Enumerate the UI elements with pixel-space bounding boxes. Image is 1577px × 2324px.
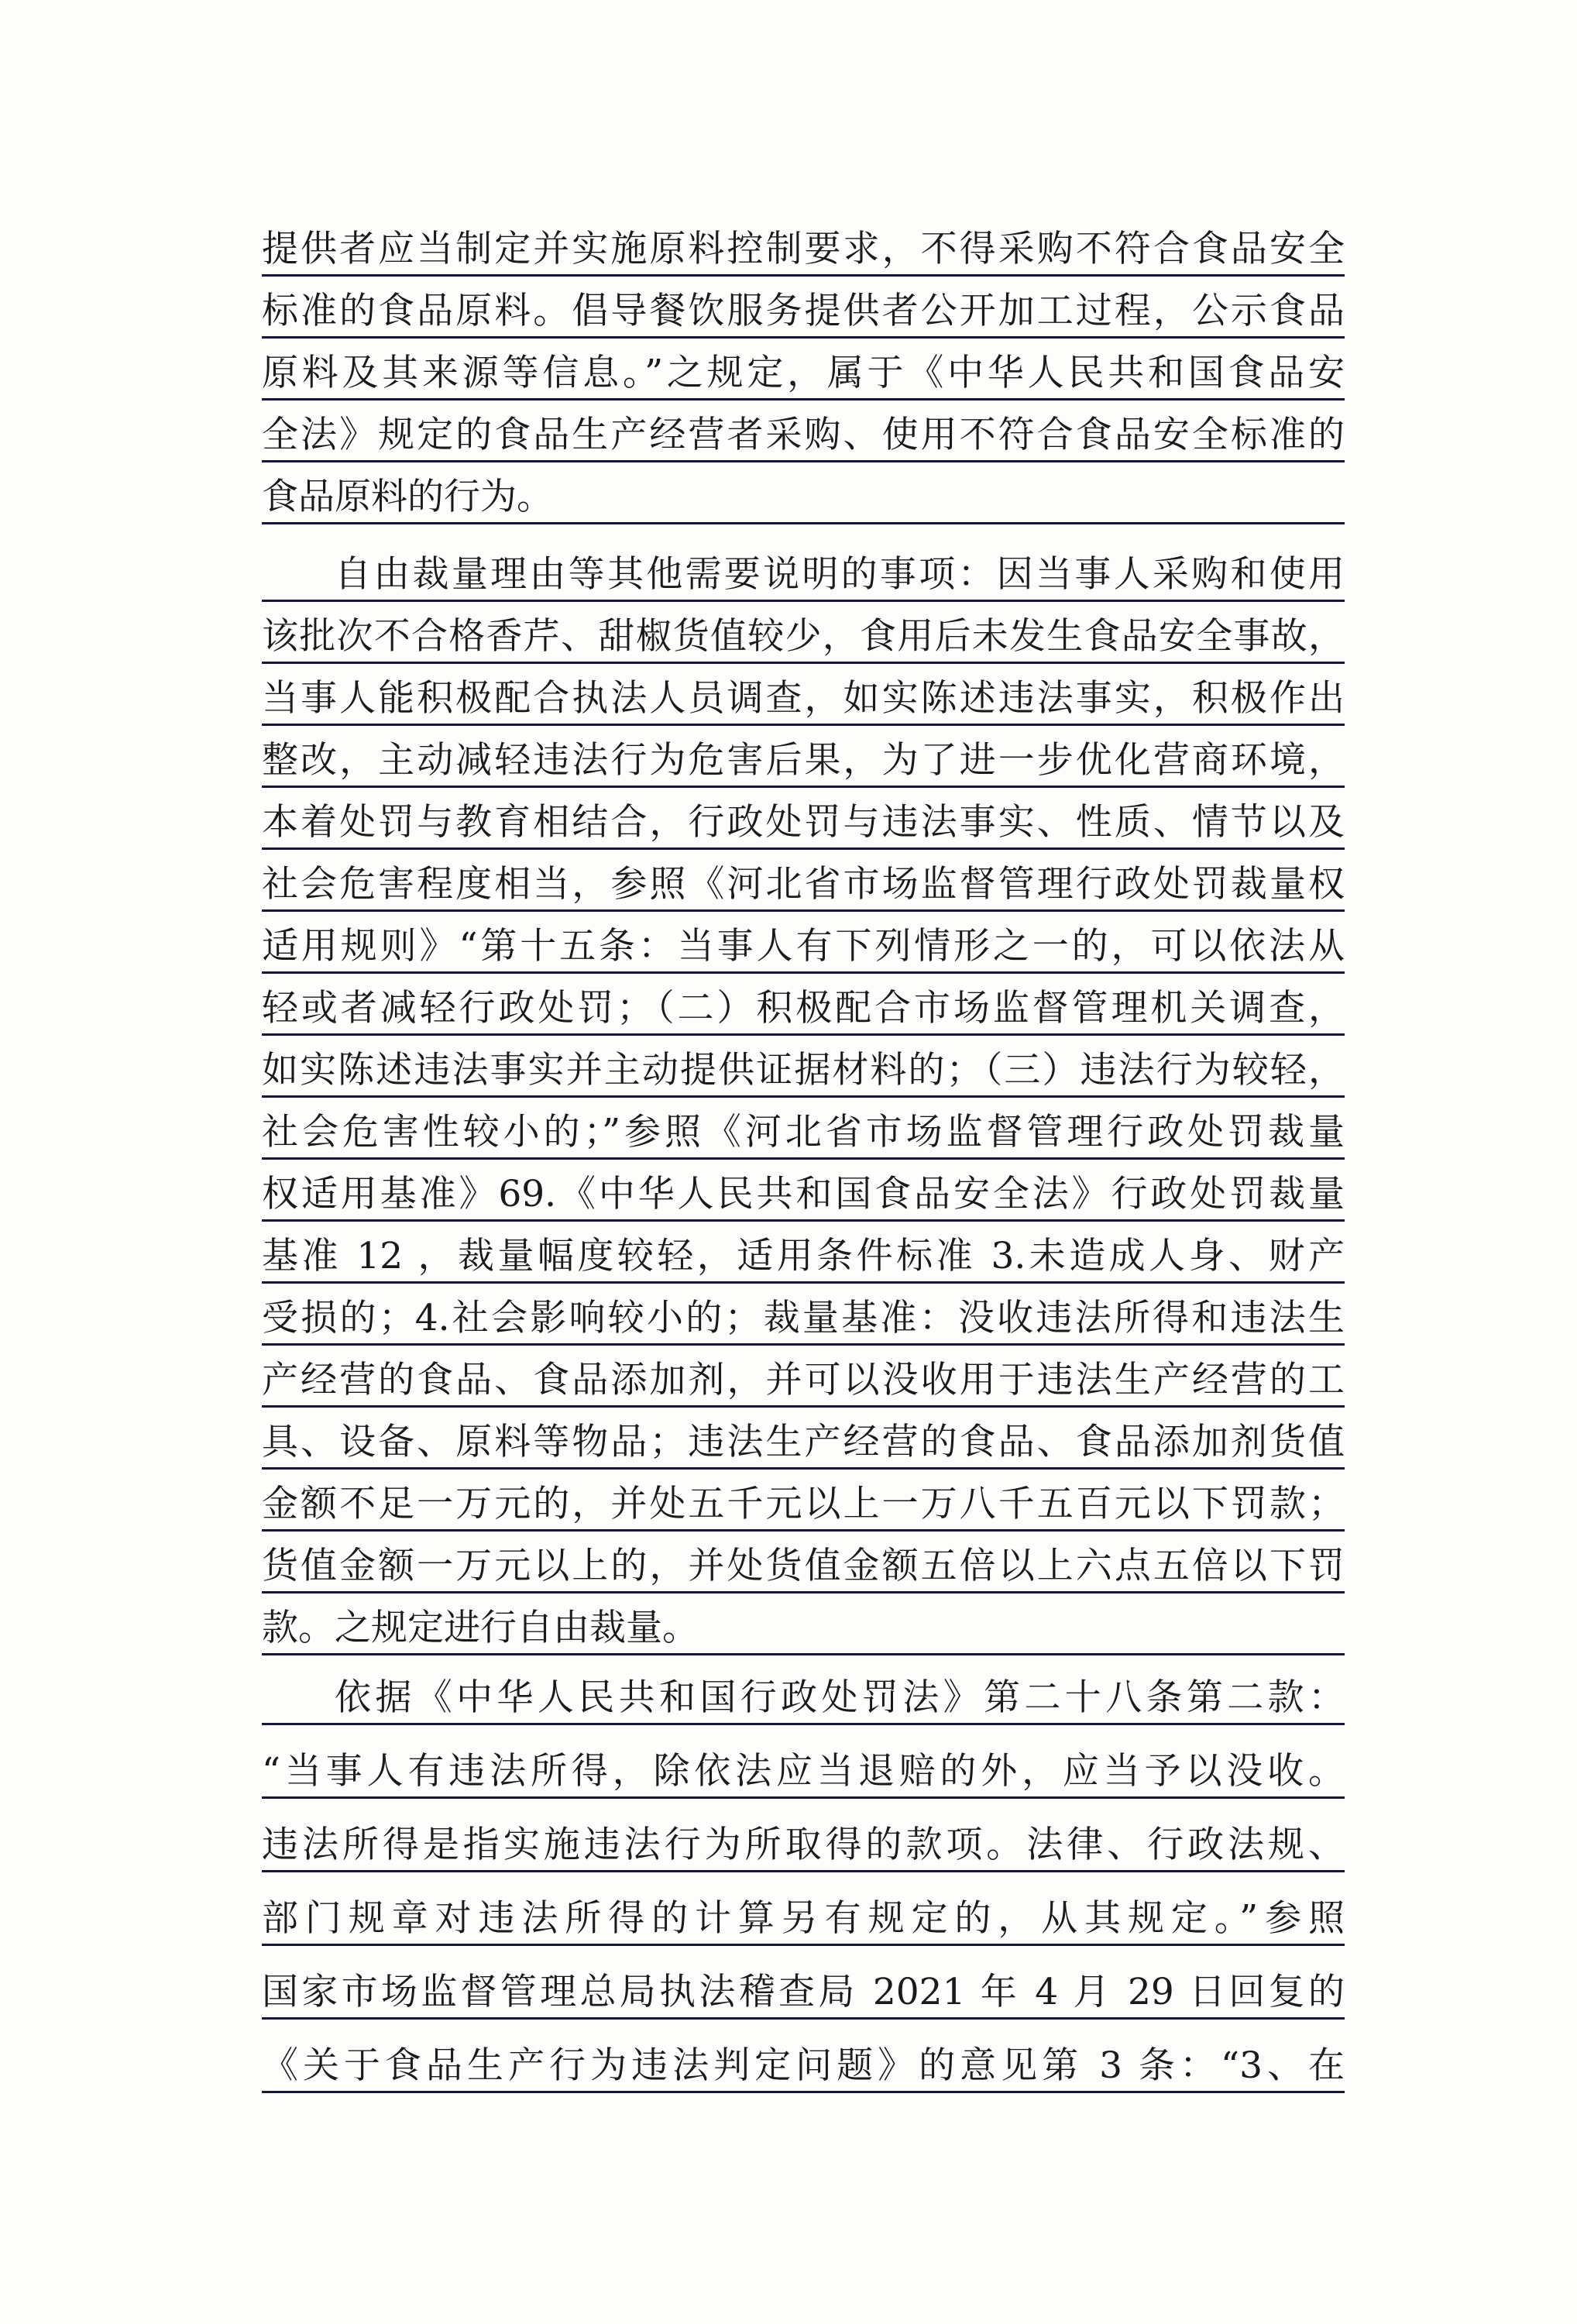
text-line: 自由裁量理由等其他需要说明的事项：因当事人采购和使用 — [262, 552, 1345, 602]
text-line: 标准的食品原料。倡导餐饮服务提供者公开加工过程，公示食品 — [262, 288, 1345, 339]
text-line: 国家市场监督管理总局执法稽查局 2021 年 4 月 29 日回复的 — [262, 1969, 1345, 2020]
text-line: 具、设备、原料等物品；违法生产经营的食品、食品添加剂货值 — [262, 1419, 1345, 1470]
text-line: 该批次不合格香芹、甜椒货值较少，食用后未发生食品安全事故， — [262, 614, 1345, 664]
text-line: 食品原料的行为。 — [262, 474, 1345, 524]
text-line: 违法所得是指实施违法行为所取得的款项。法律、行政法规、 — [262, 1822, 1345, 1872]
text-line: 货值金额一万元以上的，并处货值金额五倍以上六点五倍以下罚 — [262, 1543, 1345, 1593]
text-line: 原料及其来源等信息。”之规定，属于《中华人民共和国食品安 — [262, 350, 1345, 401]
text-line: 依据《中华人民共和国行政处罚法》第二十八条第二款： — [262, 1675, 1345, 1725]
text-line: 部门规章对违法所得的计算另有规定的，从其规定。”参照 — [262, 1896, 1345, 1946]
text-line: “当事人有违法所得，除依法应当退赔的外，应当予以没收。 — [262, 1748, 1345, 1799]
text-line: 适用规则》“第十五条：当事人有下列情形之一的，可以依法从 — [262, 923, 1345, 974]
text-line: 本着处罚与教育相结合，行政处罚与违法事实、性质、情节以及 — [262, 799, 1345, 850]
text-line: 《关于食品生产行为违法判定问题》的意见第 3 条：“3、在 — [262, 2043, 1345, 2093]
text-line: 整改，主动减轻违法行为危害后果，为了进一步优化营商环境， — [262, 737, 1345, 788]
text-line: 如实陈述违法事实并主动提供证据材料的；（三）违法行为较轻， — [262, 1047, 1345, 1098]
text-line: 社会危害程度相当，参照《河北省市场监督管理行政处罚裁量权 — [262, 861, 1345, 912]
text-line: 产经营的食品、食品添加剂，并可以没收用于违法生产经营的工 — [262, 1357, 1345, 1408]
text-line: 全法》规定的食品生产经营者采购、使用不符合食品安全标准的 — [262, 412, 1345, 462]
text-line: 轻或者减轻行政处罚；（二）积极配合市场监督管理机关调查， — [262, 985, 1345, 1036]
text-line: 权适用基准》69.《中华人民共和国食品安全法》行政处罚裁量 — [262, 1171, 1345, 1222]
text-line: 社会危害性较小的；”参照《河北省市场监督管理行政处罚裁量 — [262, 1109, 1345, 1160]
text-line: 提供者应当制定并实施原料控制要求，不得采购不符合食品安全 — [262, 226, 1345, 277]
text-line: 金额不足一万元的，并处五千元以上一万八千五百元以下罚款； — [262, 1481, 1345, 1532]
text-line: 当事人能积极配合执法人员调查，如实陈述违法事实，积极作出 — [262, 676, 1345, 726]
text-line: 款。之规定进行自由裁量。 — [262, 1605, 1345, 1655]
text-line: 基准 12 ，裁量幅度较轻，适用条件标准 3.未造成人身、财产 — [262, 1233, 1345, 1284]
text-line: 受损的；4.社会影响较小的；裁量基准：没收违法所得和违法生 — [262, 1295, 1345, 1346]
